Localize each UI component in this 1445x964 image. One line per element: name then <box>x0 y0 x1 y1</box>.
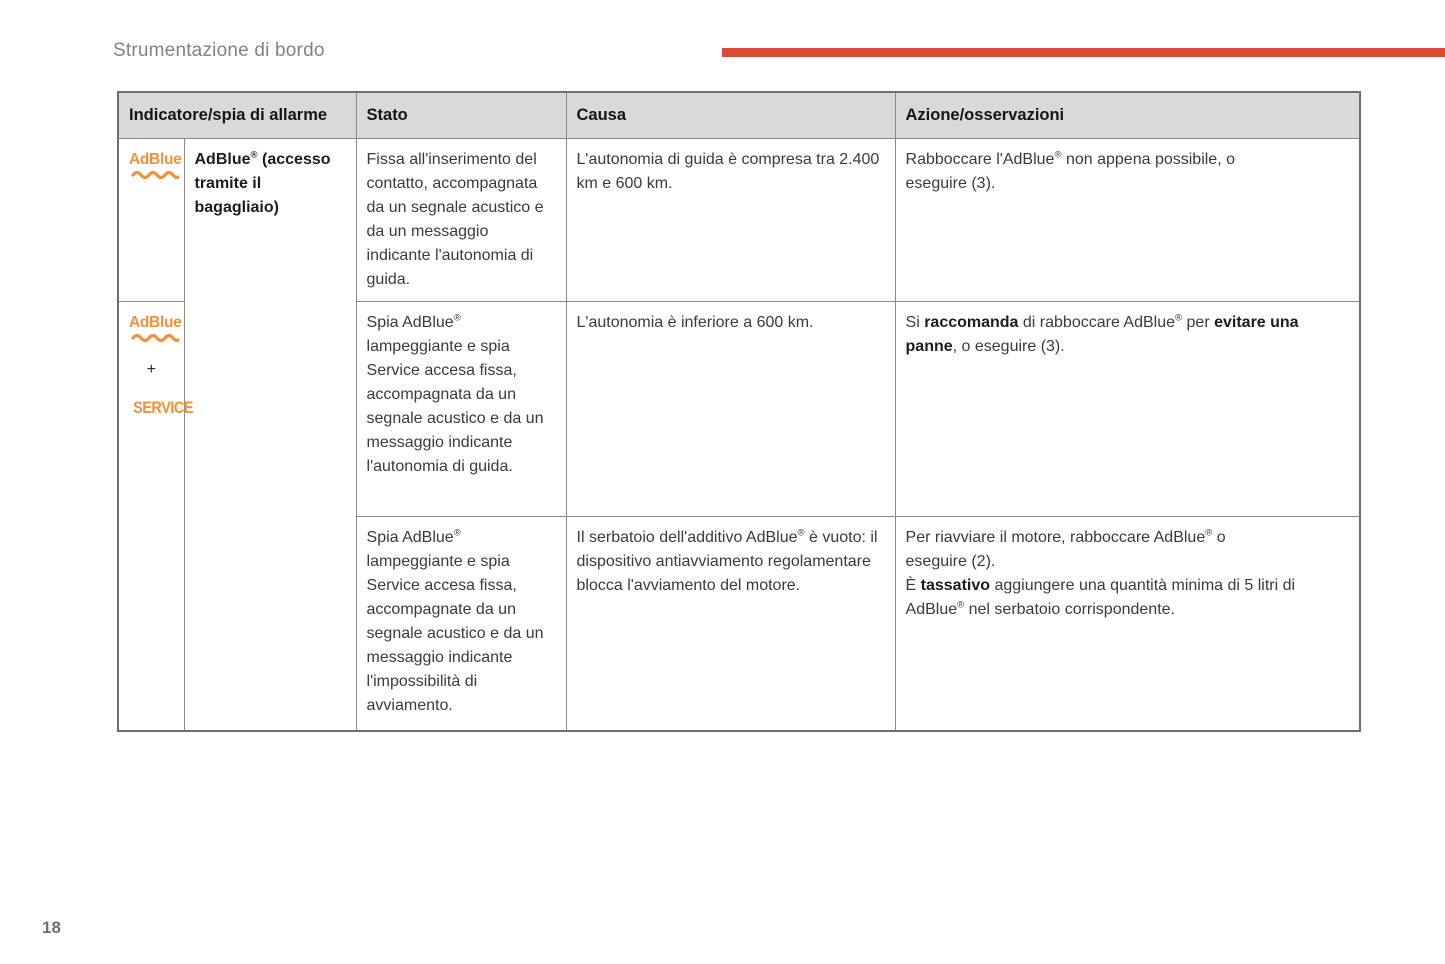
table-header-row <box>118 92 1360 138</box>
cell-causa-row1: L'autonomia di guida è compresa tra 2.400 km e 600 km. <box>566 138 895 301</box>
adblue-wave-icon <box>131 331 179 342</box>
adblue-warning-icon <box>129 315 181 343</box>
cell-causa-row3: Il serbatoio dell'additivo AdBlue® è vuoto: il dispositivo antiavviamento regolamentare blocca l'avviamento del motore. <box>566 516 895 731</box>
cell-stato-row1: Fissa all'inserimento del contatto, accompagnata da un segnale acustico e da un messaggio indicante l'autonomia di guida. <box>356 138 566 301</box>
page-title: Strumentazione di bordo <box>113 40 325 61</box>
adblue-warning-icon <box>129 152 181 180</box>
indicators-table <box>117 91 1361 732</box>
adblue-wave-icon <box>131 168 179 179</box>
adblue-icon-cell <box>118 138 184 301</box>
cell-causa-row2: L'autonomia è inferiore a 600 km. <box>566 301 895 516</box>
cell-azione-row1: Rabboccare l'AdBlue® non appena possibile, o eseguire (3). <box>895 138 1360 301</box>
adblue-icon-label: AdBlue <box>129 313 182 331</box>
cell-stato-row2: Spia AdBlue® lampeggiante e spia Service accesa fissa, accompagnata da un segnale acustico e da un messaggio indicante l'autonomia di guida. <box>356 301 566 516</box>
column-header-causa: Causa <box>566 92 895 138</box>
accent-bar <box>722 48 1445 57</box>
cell-azione-row3: Per riavviare il motore, rabboccare AdBlue® o eseguire (2). È tassativo aggiungere una quantità minima di 5 litri di AdBlue® nel serbatoio corrispondente. <box>895 516 1360 731</box>
adblue-service-icon-cell <box>118 301 193 731</box>
column-header-indicator: Indicatore/spia di allarme <box>118 92 356 138</box>
column-header-stato: Stato <box>356 92 566 138</box>
plus-icon: + <box>146 361 156 378</box>
indicator-label: AdBlue® (accesso tramite il bagagliaio) <box>184 138 356 731</box>
column-header-azione: Azione/osservazioni <box>895 92 1360 138</box>
table-row <box>118 138 1360 301</box>
cell-stato-row3: Spia AdBlue® lampeggiante e spia Service accesa fissa, accompagnate da un segnale acustico e da un messaggio indicante l'impossibilità di avviamento. <box>356 516 566 731</box>
cell-azione-row2: Si raccomanda di rabboccare AdBlue® per evitare una panne, o eseguire (3). <box>895 301 1360 516</box>
adblue-icon-label: AdBlue <box>129 150 182 168</box>
service-warning-icon: SERVICE <box>133 399 193 417</box>
page-number: 18 <box>42 918 61 937</box>
